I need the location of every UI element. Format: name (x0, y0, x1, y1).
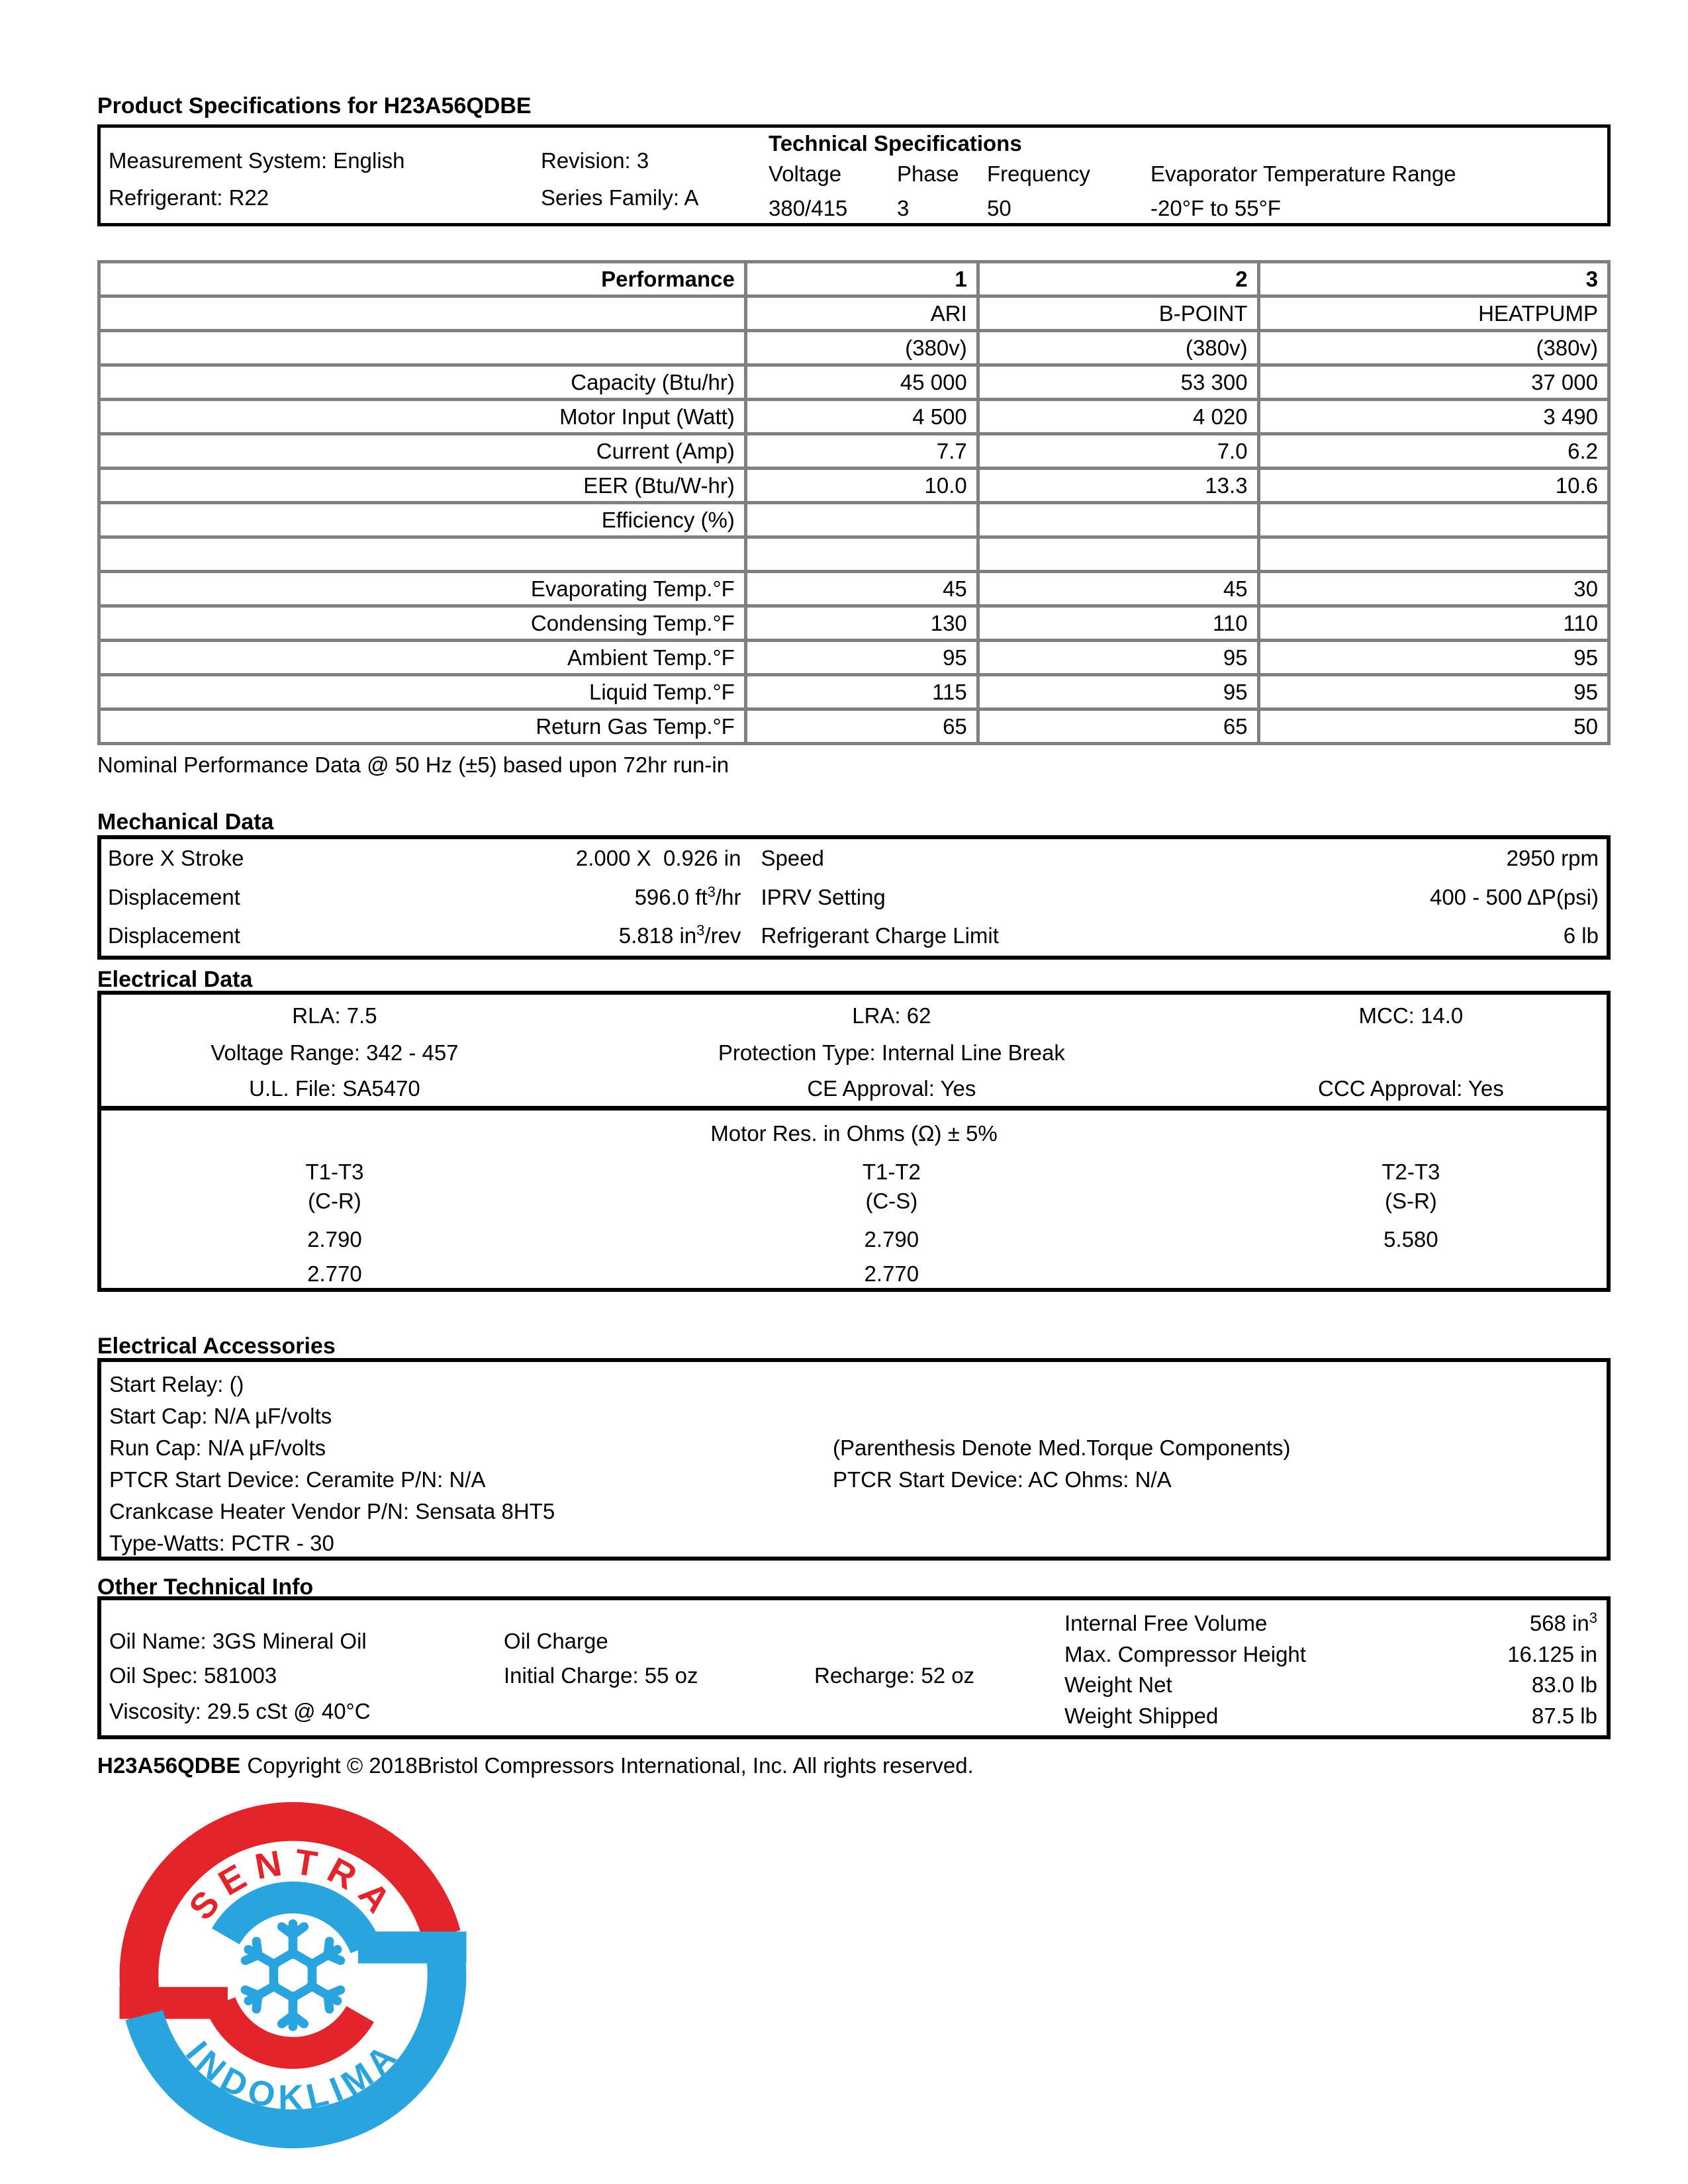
performance-cell (747, 539, 976, 570)
electrical-accessories-box (97, 1358, 1611, 1561)
performance-row-label (101, 332, 744, 363)
performance-table-title: Performance (101, 263, 744, 295)
other-row-value (1532, 1701, 1597, 1732)
other-row (1064, 1701, 1597, 1732)
mech-label: Bore X Stroke (108, 846, 244, 870)
motor-res-value: 2.790 (864, 1227, 919, 1251)
ul-file: U.L. File: SA5470 (249, 1076, 420, 1101)
accessory-left: PTCR Start Device: Ceramite P/N: N/A (109, 1467, 486, 1492)
performance-cell: 30 (1260, 573, 1607, 604)
performance-row-label: Return Gas Temp.°F (101, 711, 744, 742)
mech-label: Displacement (108, 923, 240, 948)
accessory-row (101, 1464, 1607, 1496)
ccc-approval: CCC Approval: Yes (1318, 1076, 1504, 1101)
other-row-label: Weight Shipped (1064, 1703, 1219, 1728)
motor-res-code: (C-R) (308, 1189, 361, 1213)
revision: Revision: 3 (541, 148, 649, 173)
mech-label: Speed (761, 846, 824, 870)
mech-value-sup: 3 (707, 883, 716, 900)
performance-row-label: Evaporating Temp.°F (101, 573, 744, 604)
refrigerant: Refrigerant: R22 (109, 185, 269, 210)
accessory-row (101, 1400, 1607, 1432)
oil-spec: Oil Spec: 581003 (109, 1663, 277, 1688)
series-family: Series Family: A (541, 185, 699, 210)
mech-label: IPRV Setting (761, 884, 886, 909)
performance-cell: 4 500 (747, 401, 976, 432)
performance-row-label: Liquid Temp.°F (101, 676, 744, 707)
performance-cell: (380v) (747, 332, 976, 363)
other-row-value (1507, 1639, 1597, 1670)
performance-row-label (101, 539, 744, 570)
performance-cell: 65 (747, 711, 976, 742)
other-value-text: 16.125 in (1507, 1641, 1597, 1666)
initial-charge: Initial Charge: 55 oz (504, 1663, 698, 1688)
performance-col-header: 3 (1260, 263, 1607, 295)
other-row-value (1532, 1670, 1597, 1701)
logo-bottom-text: INDOKLIMA (178, 2033, 408, 2118)
performance-row-label (101, 298, 744, 329)
frequency-value: 50 (987, 196, 1011, 220)
phase-value: 3 (897, 196, 910, 220)
electrical-data-heading: Electrical Data (97, 967, 253, 992)
accessory-row (101, 1432, 1607, 1464)
performance-cell: 110 (1260, 608, 1607, 639)
other-right-column (1064, 1608, 1597, 1731)
performance-cell: 65 (980, 711, 1257, 742)
performance-row-label: Capacity (Btu/hr) (101, 367, 744, 398)
performance-cell: 130 (747, 608, 976, 639)
performance-row-label: Efficiency (%) (101, 504, 744, 535)
performance-cell: 45 (980, 573, 1257, 604)
motor-res-code: (C-S) (865, 1189, 918, 1213)
performance-row-label: Motor Input (Watt) (101, 401, 744, 432)
accessory-left: Crankcase Heater Vendor P/N: Sensata 8HT5 (109, 1499, 555, 1524)
performance-cell: 95 (980, 642, 1257, 673)
other-value-text: 87.5 lb (1531, 1703, 1597, 1728)
mech-value: 6 lb (1563, 923, 1599, 948)
mech-value-text: /rev (704, 923, 741, 948)
mech-value-text: /hr (715, 884, 741, 909)
other-row-label: Internal Free Volume (1064, 1611, 1268, 1635)
other-technical-info-box (97, 1596, 1611, 1739)
footer-model: H23A56QDBE (97, 1753, 241, 1778)
performance-cell: (380v) (1260, 332, 1607, 363)
other-row-label: Max. Compressor Height (1064, 1641, 1306, 1666)
performance-cell (980, 539, 1257, 570)
performance-row-label: EER (Btu/W-hr) (101, 470, 744, 501)
evap-range-value: -20°F to 55°F (1150, 196, 1281, 220)
accessory-left: Start Relay: () (109, 1372, 244, 1396)
mech-value: 400 - 500 ΔP(psi) (1429, 884, 1599, 909)
performance-cell: HEATPUMP (1260, 298, 1607, 329)
frequency-label: Frequency (987, 161, 1090, 186)
mech-value-text: 5.818 in (618, 923, 697, 948)
phase-label: Phase (897, 161, 959, 186)
motor-res-name: T1-T3 (305, 1160, 364, 1184)
performance-row-label: Current (Amp) (101, 435, 744, 467)
motor-res-column (568, 1158, 1215, 1289)
mech-value (402, 878, 741, 917)
performance-cell (980, 504, 1257, 535)
electrical-data-box (97, 991, 1611, 1292)
performance-cell: 95 (980, 676, 1257, 707)
performance-cell: 95 (1260, 642, 1607, 673)
performance-cell: 45 000 (747, 367, 976, 398)
motor-res-title: Motor Res. in Ohms (Ω) ± 5% (710, 1121, 998, 1146)
protection-type: Protection Type: Internal Line Break (718, 1040, 1065, 1065)
mech-value-sup: 3 (696, 922, 705, 938)
performance-col-header: 1 (747, 263, 976, 295)
performance-cell (747, 504, 976, 535)
performance-cell: 10.6 (1260, 470, 1607, 501)
other-row (1064, 1608, 1597, 1639)
other-row (1064, 1639, 1597, 1670)
measurement-system: Measurement System: English (109, 148, 405, 173)
other-row-label: Weight Net (1064, 1672, 1172, 1697)
mech-value (402, 839, 741, 878)
performance-cell: 45 (747, 573, 976, 604)
motor-res-name: T1-T2 (862, 1160, 921, 1184)
performance-col-header: 2 (980, 263, 1257, 295)
motor-res-value: 2.770 (307, 1261, 362, 1286)
performance-cell: 10.0 (747, 470, 976, 501)
tech-specs-title: Technical Specifications (769, 131, 1022, 156)
other-row (1064, 1670, 1597, 1701)
mech-value (402, 917, 741, 956)
accessory-left: Run Cap: N/A µF/volts (109, 1435, 326, 1460)
electrical-accessories-heading: Electrical Accessories (97, 1334, 336, 1359)
motor-res-value: 2.770 (864, 1261, 919, 1286)
performance-cell: 3 490 (1260, 401, 1607, 432)
performance-cell: 115 (747, 676, 976, 707)
accessory-right: (Parenthesis Denote Med.Torque Components) (833, 1435, 1291, 1460)
motor-res-name: T2-T3 (1382, 1160, 1440, 1184)
accessory-row (101, 1496, 1607, 1527)
accessory-row (101, 1369, 1607, 1400)
performance-cell: B-POINT (980, 298, 1257, 329)
divider (101, 1106, 1607, 1111)
accessory-left: Type-Watts: PCTR - 30 (109, 1531, 334, 1555)
performance-table (97, 260, 1611, 745)
accessory-left: Start Cap: N/A µF/volts (109, 1404, 332, 1428)
motor-res-column (1215, 1158, 1607, 1289)
sentra-indoklima-logo (113, 1795, 473, 2156)
motor-res-value: 5.580 (1383, 1227, 1438, 1251)
performance-cell: (380v) (980, 332, 1257, 363)
mech-label: Refrigerant Charge Limit (761, 923, 999, 948)
motor-res-column (101, 1158, 568, 1289)
oil-name: Oil Name: 3GS Mineral Oil (109, 1629, 367, 1653)
other-technical-info-heading: Other Technical Info (97, 1574, 314, 1600)
oil-charge-label: Oil Charge (504, 1629, 608, 1653)
mechanical-data-heading: Mechanical Data (97, 809, 274, 835)
logo-top-text: SENTRA (181, 1841, 405, 1928)
other-value-sup: 3 (1589, 1610, 1597, 1626)
other-row-value (1530, 1608, 1597, 1639)
performance-cell: 4 020 (980, 401, 1257, 432)
ce-approval: CE Approval: Yes (807, 1076, 976, 1101)
performance-note: Nominal Performance Data @ 50 Hz (±5) based upon 72hr run-in (97, 752, 729, 777)
snowflake-icon (243, 1924, 343, 2026)
rla: RLA: 7.5 (292, 1003, 377, 1028)
evap-range-label: Evaporator Temperature Range (1150, 161, 1456, 186)
other-value-text: 568 in (1529, 1611, 1589, 1635)
performance-cell: 6.2 (1260, 435, 1607, 467)
blank (1215, 1038, 1607, 1068)
voltage-label: Voltage (769, 161, 842, 186)
mech-value-text: 596.0 ft (634, 884, 708, 909)
performance-row-label: Condensing Temp.°F (101, 608, 744, 639)
mechanical-data-box (97, 835, 1611, 960)
recharge: Recharge: 52 oz (814, 1663, 975, 1688)
performance-cell: 7.0 (980, 435, 1257, 467)
performance-cell: 95 (1260, 676, 1607, 707)
viscosity: Viscosity: 29.5 cSt @ 40°C (109, 1699, 371, 1723)
lra: LRA: 62 (852, 1003, 931, 1028)
performance-cell: 95 (747, 642, 976, 673)
voltage-range: Voltage Range: 342 - 457 (211, 1040, 459, 1065)
motor-res-code: (S-R) (1384, 1189, 1437, 1213)
page-title: Product Specifications for H23A56QDBE (97, 93, 532, 118)
mcc: MCC: 14.0 (1358, 1003, 1464, 1028)
performance-row-label: Ambient Temp.°F (101, 642, 744, 673)
mech-value-text: 2.000 X 0.926 in (575, 846, 741, 870)
copyright-line (97, 1752, 1611, 1779)
performance-cell: 50 (1260, 711, 1607, 742)
performance-cell (1260, 504, 1607, 535)
mech-label: Displacement (108, 884, 240, 909)
mech-value: 2950 rpm (1506, 846, 1599, 870)
accessory-right: PTCR Start Device: AC Ohms: N/A (833, 1467, 1172, 1492)
accessory-row (101, 1527, 1607, 1559)
performance-cell: ARI (747, 298, 976, 329)
footer-text: Copyright © 2018Bristol Compressors International, Inc. All rights reserved. (247, 1753, 974, 1778)
performance-cell: 110 (980, 608, 1257, 639)
performance-cell: 13.3 (980, 470, 1257, 501)
technical-specifications-box (97, 124, 1611, 226)
performance-cell: 7.7 (747, 435, 976, 467)
performance-cell: 37 000 (1260, 367, 1607, 398)
performance-cell (1260, 539, 1607, 570)
voltage-value: 380/415 (769, 196, 848, 220)
performance-cell: 53 300 (980, 367, 1257, 398)
motor-res-value: 2.790 (307, 1227, 362, 1251)
other-value-text: 83.0 lb (1531, 1672, 1597, 1697)
